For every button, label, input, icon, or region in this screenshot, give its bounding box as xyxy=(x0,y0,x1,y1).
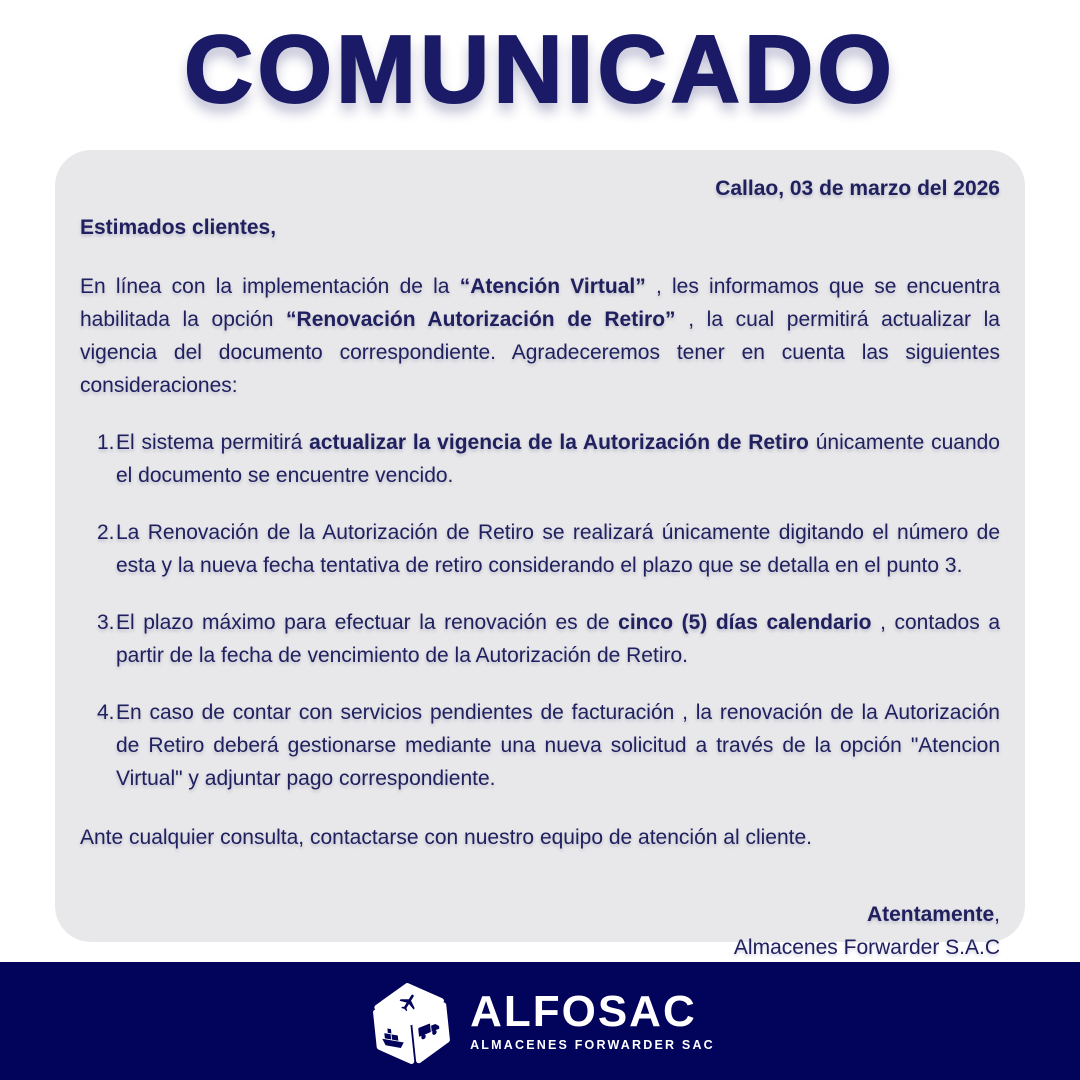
date-line: Callao, 03 de marzo del 2026 xyxy=(715,177,1000,200)
greeting: Estimados clientes, xyxy=(80,216,277,239)
logo-text xyxy=(470,987,715,1052)
item-text: El sistema permitirá actualizar la vigencia de la Autorización de Retiro únicamente cuando el documento se encuentre vencido. xyxy=(116,431,1000,487)
footer xyxy=(0,962,1080,1080)
item-number: 3. xyxy=(97,611,115,634)
logistics-cube-icon xyxy=(360,968,462,1074)
closing-paragraph: Ante cualquier consulta, contactarse con nuestro equipo de atención al cliente. xyxy=(80,826,812,849)
item-number: 2. xyxy=(97,521,115,544)
signature-company: Almacenes Forwarder S.A.C xyxy=(733,936,1000,959)
intro-paragraph: En línea con la implementación de la “Atención Virtual” , les informamos que se encuentra habilitada la opción “Renovación Autorización de Retiro” , la cual permitirá actualizar la vigencia del documento correspondiente. Agradeceremos tener en cuenta las siguientes consideraciones: xyxy=(80,275,1001,397)
considerations-list xyxy=(80,426,1000,795)
item-number: 1. xyxy=(97,431,115,454)
notice-card xyxy=(55,150,1025,959)
item-text: La Renovación de la Autorización de Retiro se realizará únicamente digitando el número de esta y la nueva fecha tentativa de retiro considerando el plazo que se detalla en el punto 3. xyxy=(116,521,1000,577)
item-text: El plazo máximo para efectuar la renovación es de cinco (5) días calendario , contados a partir de la fecha de vencimiento de la Autorización de Retiro. xyxy=(116,611,1000,667)
item-number: 4. xyxy=(97,701,115,724)
signature-word: Atentamente xyxy=(866,903,995,926)
list-item xyxy=(97,516,1000,582)
item-text: En caso de contar con servicios pendientes de facturación , la renovación de la Autorización de Retiro deberá gestionarse mediante una nueva solicitud a través de la opción "Atencion Virtual" y adjuntar pago correspondiente. xyxy=(116,701,1000,790)
brand-name: ALFOSAC xyxy=(470,987,697,1036)
alfosac-logo xyxy=(365,973,715,1070)
list-item xyxy=(97,696,1000,795)
list-item xyxy=(97,426,1000,492)
list-item xyxy=(97,606,1000,672)
signature-name xyxy=(80,898,1000,931)
page-title: COMUNICADO xyxy=(184,16,896,123)
signature-comma: , xyxy=(994,903,1000,926)
brand-subtitle: ALMACENES FORWARDER SAC xyxy=(470,1038,715,1052)
